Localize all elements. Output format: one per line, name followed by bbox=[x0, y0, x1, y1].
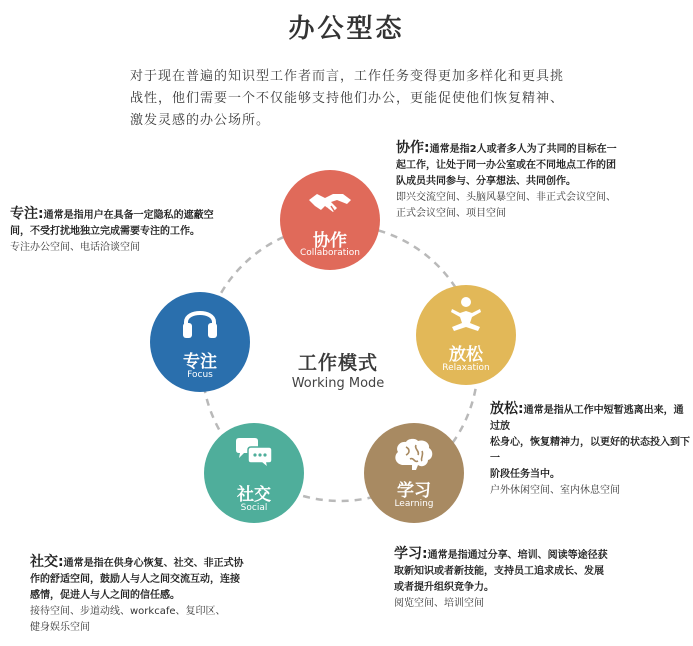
description-heading: 专注: bbox=[10, 206, 44, 222]
relaxation-description bbox=[490, 401, 690, 499]
space-types: 户外休闲空间、室内休息空间 bbox=[490, 485, 620, 496]
description-text: 通常是指通过分享、培训、阅读等途径获 bbox=[427, 550, 608, 561]
description-heading: 学习: bbox=[394, 546, 428, 562]
description-heading: 放松: bbox=[490, 401, 524, 417]
space-types: 即兴交流空间、头脑风暴空间、非正式会议空间、 bbox=[396, 192, 616, 203]
focus-circle bbox=[150, 292, 250, 392]
description-text: 或者提升组织竞争力。 bbox=[394, 582, 494, 593]
headphones-icon bbox=[180, 304, 220, 340]
description-text: 取新知识或者新技能，支持员工追求成长、发展 bbox=[394, 566, 604, 577]
description-text: 感情，促进人与人之间的信任感。 bbox=[30, 590, 180, 601]
mode-label-en: Relaxation bbox=[442, 363, 490, 373]
handshake-icon bbox=[307, 188, 353, 218]
description-text: 起工作，让处于同一办公室或在不同地点工作的团 bbox=[396, 160, 616, 171]
meditation-icon bbox=[446, 295, 486, 335]
center-label bbox=[258, 348, 418, 391]
mode-label-en: Learning bbox=[394, 499, 434, 509]
center-label-en: Working Mode bbox=[291, 376, 385, 391]
description-text: 通常是指在供身心恢复、社交、非正式协 bbox=[63, 558, 244, 569]
description-text: 作的舒适空间，鼓励人与人之间交流互动，连接 bbox=[30, 574, 240, 585]
brain-icon bbox=[392, 437, 436, 471]
mode-label-zh: 协作 bbox=[313, 231, 347, 251]
intro-line: 战性，他们需要一个不仅能够支持他们办公，更能促使他们恢复精神、 bbox=[130, 91, 565, 106]
space-types: 阅览空间、培训空间 bbox=[394, 598, 484, 609]
social-description bbox=[30, 554, 300, 636]
description-heading: 协作: bbox=[396, 140, 430, 156]
description-text: 通常是指从工作中短暂逃离出来，通过放 bbox=[490, 405, 684, 432]
page-title: 办公型态 bbox=[288, 14, 405, 44]
mode-label-zh: 学习 bbox=[397, 481, 431, 501]
chat-bubbles-icon bbox=[234, 437, 274, 469]
space-types: 专注办公空间、电话洽谈空间 bbox=[10, 242, 140, 253]
space-types: 接待空间、步道动线、workcafe、复印区、 bbox=[30, 606, 226, 617]
social-circle bbox=[204, 423, 304, 523]
description-heading: 社交: bbox=[30, 554, 64, 570]
intro-line: 对于现在普遍的知识型工作者而言，工作任务变得更加多样化和更具挑 bbox=[130, 69, 565, 84]
description-text: 间，不受打扰地独立完成需要专注的工作。 bbox=[10, 226, 200, 237]
space-types: 正式会议空间、项目空间 bbox=[396, 208, 506, 219]
mode-label-en: Focus bbox=[187, 370, 213, 380]
description-text: 松身心，恢复精神力，以更好的状态投入到下一 bbox=[490, 437, 690, 464]
learning-description bbox=[394, 546, 689, 612]
mode-label-zh: 专注 bbox=[183, 352, 217, 372]
mode-label-en: Social bbox=[240, 503, 268, 513]
description-text: 阶段任务当中。 bbox=[490, 469, 560, 480]
space-types: 健身娱乐空间 bbox=[30, 622, 90, 633]
description-text: 通常是指用户在具备一定隐私的遮蔽空 bbox=[43, 210, 214, 221]
collaboration-circle bbox=[280, 170, 380, 270]
relaxation-circle bbox=[416, 285, 516, 385]
collaboration-description bbox=[396, 140, 686, 222]
center-label-zh: 工作模式 bbox=[297, 352, 378, 374]
mode-label-zh: 放松 bbox=[449, 345, 483, 365]
description-text: 通常是指2人或者多人为了共同的目标在一 bbox=[429, 144, 617, 155]
focus-description bbox=[10, 206, 260, 256]
mode-label-zh: 社交 bbox=[237, 485, 271, 505]
learning-circle bbox=[364, 423, 464, 523]
description-text: 队成员共同参与、分享想法、共同创作。 bbox=[396, 176, 576, 187]
intro-line: 激发灵感的办公场所。 bbox=[130, 113, 271, 128]
mode-label-en: Collaboration bbox=[300, 248, 360, 258]
